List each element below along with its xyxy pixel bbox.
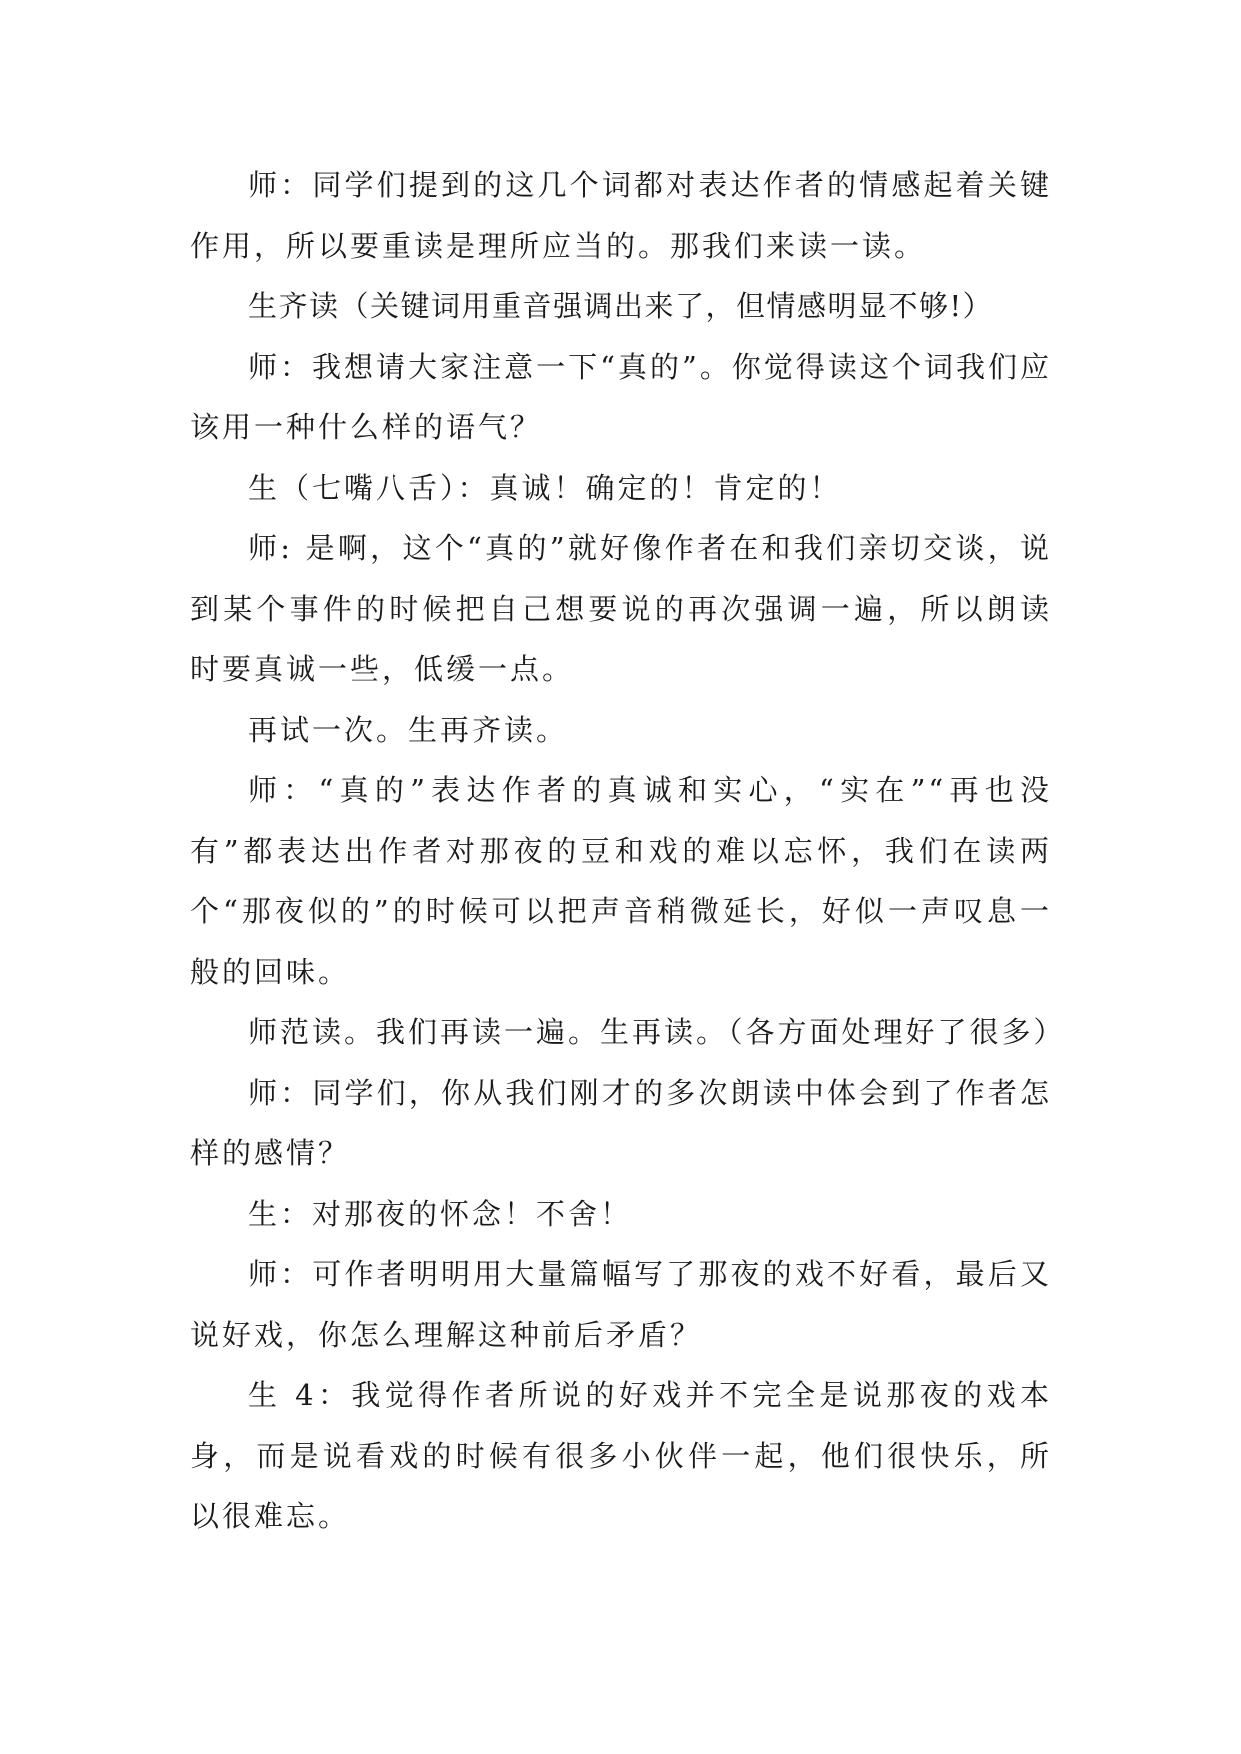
paragraph-9: 师：同学们，你从我们刚才的多次朗读中体会到了作者怎样的感情？ [190, 1075, 1052, 1170]
paragraph-1: 师：同学们提到的这几个词都对表达作者的情感起着关键作用，所以要重读是理所应当的。那我们来读一读。 [190, 168, 1052, 263]
paragraph-3: 师：我想请大家注意一下“真的”。你觉得读这个词我们应该用一种什么样的语气？ [190, 349, 1052, 444]
paragraph-4: 生（七嘴八舌）：真诚！确定的！肯定的！ [248, 470, 842, 505]
paragraph-2: 生齐读（关键词用重音强调出来了，但情感明显不够!） [248, 289, 994, 323]
paragraph-6: 再试一次。生再齐读。 [248, 712, 569, 747]
paragraph-11: 师：可作者明明用大量篇幅写了那夜的戏不好看，最后又说好戏，你怎么理解这种前后矛盾？ [190, 1257, 1052, 1352]
paragraph-7: 师：“真的”表达作者的真诚和实心，“实在”“再也没有”都表达出作者对那夜的豆和戏的难以忘怀，我们在读两个“那夜似的”的时候可以把声音稍微延长，好似一声叹息一般的回味。 [190, 773, 1052, 989]
document-body [190, 155, 1066, 1547]
paragraph-12: 生 4：我觉得作者所说的好戏并不完全是说那夜的戏本身，而是说看戏的时候有很多小伙伴一起，他们很快乐，所以很难忘。 [190, 1378, 1052, 1533]
paragraph-10: 生：对那夜的怀念！不舍！ [248, 1196, 633, 1231]
paragraph-5: 师: 是啊，这个“真的”就好像作者在和我们亲切交谈，说到某个事件的时候把自己想要说的再次强调一遍，所以朗读时要真诚一些，低缓一点。 [190, 531, 1052, 686]
paragraph-8: 师范读。我们再读一遍。生再读。（各方面处理好了很多） [248, 1015, 1066, 1049]
